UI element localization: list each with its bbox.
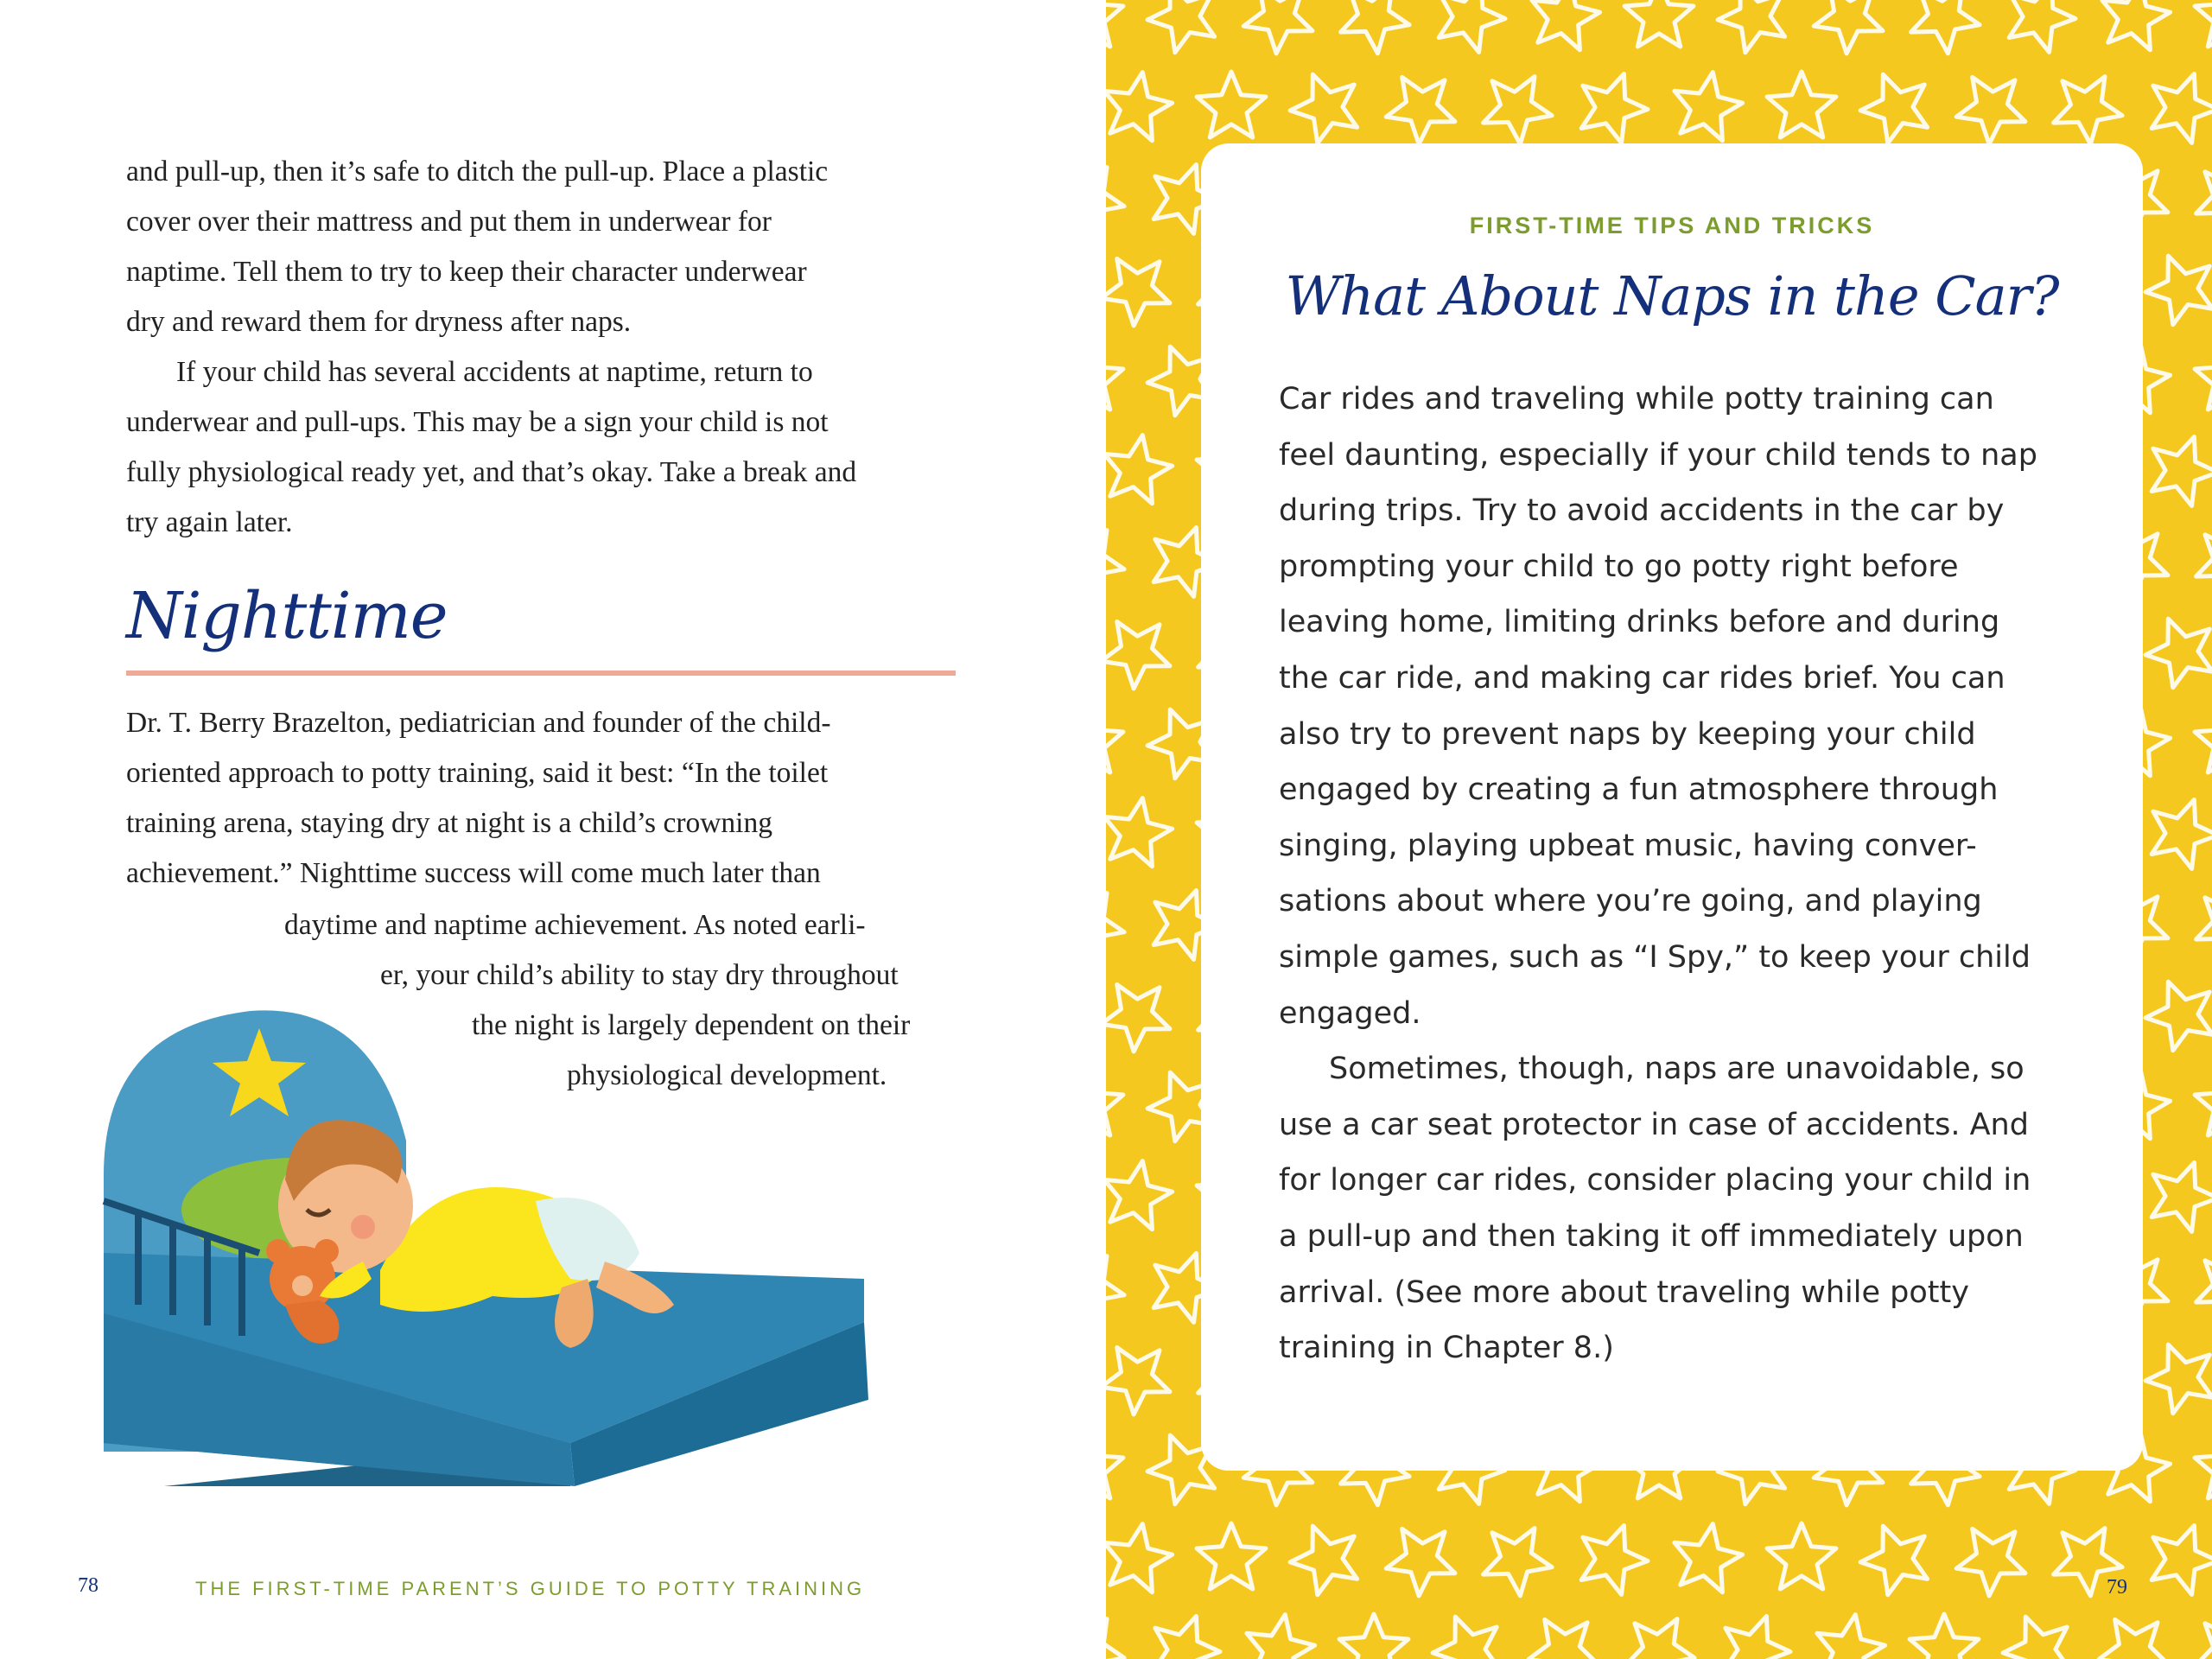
text-line: use a car seat protector in case of accidents. And — [1279, 1107, 2029, 1142]
star-outline-icon — [2195, 344, 2212, 410]
star-outline-icon — [1106, 798, 1173, 867]
text-line-indented — [126, 347, 956, 397]
star-outline-icon — [2196, 893, 2212, 961]
tips-title: What About Naps in the Car? — [1285, 264, 2059, 327]
star-outline-icon — [1106, 73, 1173, 141]
star-outline-icon — [1767, 1523, 1836, 1589]
star-outline-icon — [1290, 74, 1357, 143]
star-outline-icon — [1718, 0, 1785, 53]
text-line: a pull-up and then taking it off immediately upon — [1279, 1218, 2024, 1254]
star-outline-icon — [2152, 1526, 2212, 1595]
text-line: er, your child’s ability to stay dry throughout — [380, 959, 899, 991]
page-number-left: 78 — [78, 1574, 99, 1597]
text-line: singing, playing upbeat music, having conver- — [1279, 828, 1977, 863]
star-outline-icon — [2054, 77, 2123, 144]
star-outline-icon — [1724, 1617, 1790, 1659]
text-line: and pull-up, then it’s safe to ditch the pull-up. Place a plastic — [126, 156, 829, 188]
right-page — [1106, 0, 2212, 1659]
star-outline-icon — [1581, 74, 1648, 143]
star-outline-icon — [2102, 0, 2171, 50]
heading-underline — [126, 671, 956, 676]
star-outline-icon — [2152, 1163, 2212, 1232]
star-outline-icon — [2196, 531, 2212, 598]
text-line: try again later. — [126, 506, 293, 538]
teddy-snout — [292, 1275, 313, 1296]
text-line: sations about where you’re going, and playing — [1279, 884, 1982, 919]
text-line: physiological development. — [567, 1059, 887, 1091]
star-outline-icon — [1106, 707, 1123, 772]
star-outline-icon — [1532, 0, 1600, 50]
star-outline-icon — [2009, 0, 2075, 52]
star-outline-icon — [1106, 621, 1170, 689]
section-heading-nighttime: Nighttime — [126, 579, 448, 653]
star-outline-icon — [1154, 1617, 1220, 1659]
text-line: training arena, staying dry at night is a child’s crowning — [126, 807, 772, 839]
star-outline-icon — [2145, 1344, 2212, 1414]
star-outline-icon — [1386, 1529, 1455, 1596]
text-line: the car ride, and making car rides brief. You can — [1279, 660, 2005, 696]
text-line: naptime. Tell them to try to keep their character underwear — [126, 256, 807, 288]
star-outline-icon — [1106, 893, 1124, 961]
star-outline-icon — [1290, 1526, 1357, 1595]
star-outline-icon — [2195, 707, 2212, 772]
star-outline-icon — [1817, 1615, 1885, 1659]
teddy-ear — [315, 1239, 339, 1263]
star-outline-icon — [1106, 1524, 1173, 1592]
star-outline-icon — [1814, 0, 1883, 54]
star-outline-icon — [1106, 1347, 1170, 1414]
star-outline-icon — [1106, 1433, 1123, 1498]
star-outline-icon — [1106, 344, 1123, 410]
sleeping-child-illustration — [86, 994, 890, 1512]
star-outline-icon — [2196, 168, 2212, 235]
text-line: fully physiological ready yet, and that’s okay. Take a break and — [126, 456, 857, 488]
star-outline-icon — [1243, 0, 1313, 54]
text-line: leaving home, limiting drinks before and during — [1279, 605, 2000, 640]
star-outline-icon — [1341, 0, 1410, 54]
star-outline-icon — [2145, 256, 2212, 325]
star-outline-icon — [1956, 77, 2025, 143]
text-line: Car rides and traveling while potty training can — [1279, 382, 1994, 416]
star-outline-icon — [1767, 72, 1836, 137]
star-outline-icon — [1484, 1529, 1553, 1596]
star-outline-icon — [2145, 619, 2212, 688]
text-line: during trips. Try to avoid accidents in the car by — [1279, 493, 2005, 529]
star-outline-icon — [1529, 1619, 1598, 1659]
text-line: feel daunting, especially if your child tends to nap — [1279, 437, 2037, 473]
text-line: prompting your child to go potty right before — [1279, 549, 1959, 584]
text-line: training in Chapter 8.) — [1279, 1331, 1614, 1366]
star-outline-icon — [1675, 73, 1743, 141]
text-line: Dr. T. Berry Brazelton, pediatrician and founder of the child- — [126, 707, 831, 739]
text-line: also try to prevent naps by keeping your child — [1279, 716, 1976, 752]
star-outline-icon — [1911, 0, 1980, 54]
paragraph-nighttime — [126, 698, 956, 899]
running-title: THE FIRST-TIME PARENT’S GUIDE TO POTTY TRAINING — [195, 1578, 866, 1599]
star-outline-icon — [1106, 1256, 1124, 1324]
text-line: engaged by creating a fun atmosphere through — [1279, 772, 1999, 808]
text-line: Sometimes, though, naps are unavoidable, so — [1329, 1052, 2024, 1087]
star-outline-icon — [2196, 1619, 2212, 1659]
page-number-right: 79 — [2107, 1576, 2127, 1599]
star-outline-icon — [2195, 1070, 2212, 1135]
star-outline-icon — [2195, 1433, 2212, 1498]
star-outline-icon — [1106, 1619, 1124, 1659]
star-outline-icon — [1433, 1617, 1500, 1659]
star-outline-icon — [1106, 531, 1124, 598]
paragraph-accidents — [126, 347, 956, 548]
text-line: the night is largely dependent on their — [472, 1009, 911, 1041]
star-outline-icon — [1484, 77, 1553, 144]
text-line: oriented approach to potty training, said it best: “In the toilet — [126, 757, 829, 789]
star-outline-icon — [1106, 168, 1124, 235]
star-outline-icon — [1106, 258, 1170, 326]
star-outline-icon — [1860, 74, 1928, 143]
star-outline-icon — [1197, 72, 1266, 137]
teddy-ear — [266, 1239, 290, 1263]
text-line: engaged. — [1279, 995, 1421, 1031]
star-outline-icon — [1106, 435, 1173, 504]
paragraph-naptime-continued — [126, 147, 956, 347]
star-outline-icon — [2152, 74, 2212, 143]
star-outline-icon — [1581, 1526, 1648, 1595]
star-outline-icon — [1860, 1526, 1928, 1595]
text-line: achievement.” Nighttime success will come much later than — [126, 857, 821, 889]
star-outline-icon — [2099, 1619, 2168, 1659]
star-outline-icon — [1626, 1619, 1695, 1659]
text-line: daytime and naptime achievement. As noted earli- — [284, 909, 866, 941]
star-outline-icon — [1106, 1070, 1123, 1135]
tips-kicker: FIRST-TIME TIPS AND TRICKS — [1469, 213, 1875, 238]
star-outline-icon — [1439, 0, 1505, 52]
text-line: for longer car rides, consider placing your child in — [1279, 1163, 2031, 1198]
star-outline-icon — [2145, 982, 2212, 1051]
text-line: arrival. (See more about traveling while potty — [1279, 1274, 1969, 1310]
text-line: If your child has several accidents at naptime, return to — [176, 356, 813, 388]
star-outline-icon — [2195, 0, 2212, 47]
text-line-indented — [1279, 1041, 2108, 1097]
text-line: underwear and pull-ups. This may be a sign your child is not — [126, 406, 829, 438]
star-outline-icon — [1106, 1161, 1173, 1230]
star-outline-icon — [1675, 1524, 1743, 1592]
star-outline-icon — [1147, 0, 1215, 53]
text-line: dry and reward them for dryness after naps. — [126, 306, 632, 338]
star-outline-icon — [2196, 1256, 2212, 1324]
star-outline-icon — [1106, 0, 1123, 47]
star-outline-icon — [1956, 1529, 2025, 1596]
text-line: simple games, such as “I Spy,” to keep your child — [1279, 939, 2031, 975]
star-outline-icon — [1386, 77, 1455, 143]
text-line: cover over their mattress and put them in underwear for — [126, 206, 772, 238]
star-outline-icon — [1197, 1523, 1266, 1589]
star-outline-icon — [2003, 1617, 2070, 1659]
star-outline-icon — [1339, 1614, 1408, 1659]
star-outline-icon — [1624, 0, 1694, 47]
star-outline-icon — [1106, 984, 1170, 1052]
tips-card — [1201, 143, 2143, 1471]
star-outline-icon — [1910, 1614, 1979, 1659]
cheek — [351, 1215, 375, 1239]
star-outline-icon — [2152, 437, 2212, 506]
tips-body — [1279, 372, 2108, 1376]
star-outline-icon — [2152, 800, 2212, 869]
star-outline-icon — [1247, 1615, 1315, 1659]
